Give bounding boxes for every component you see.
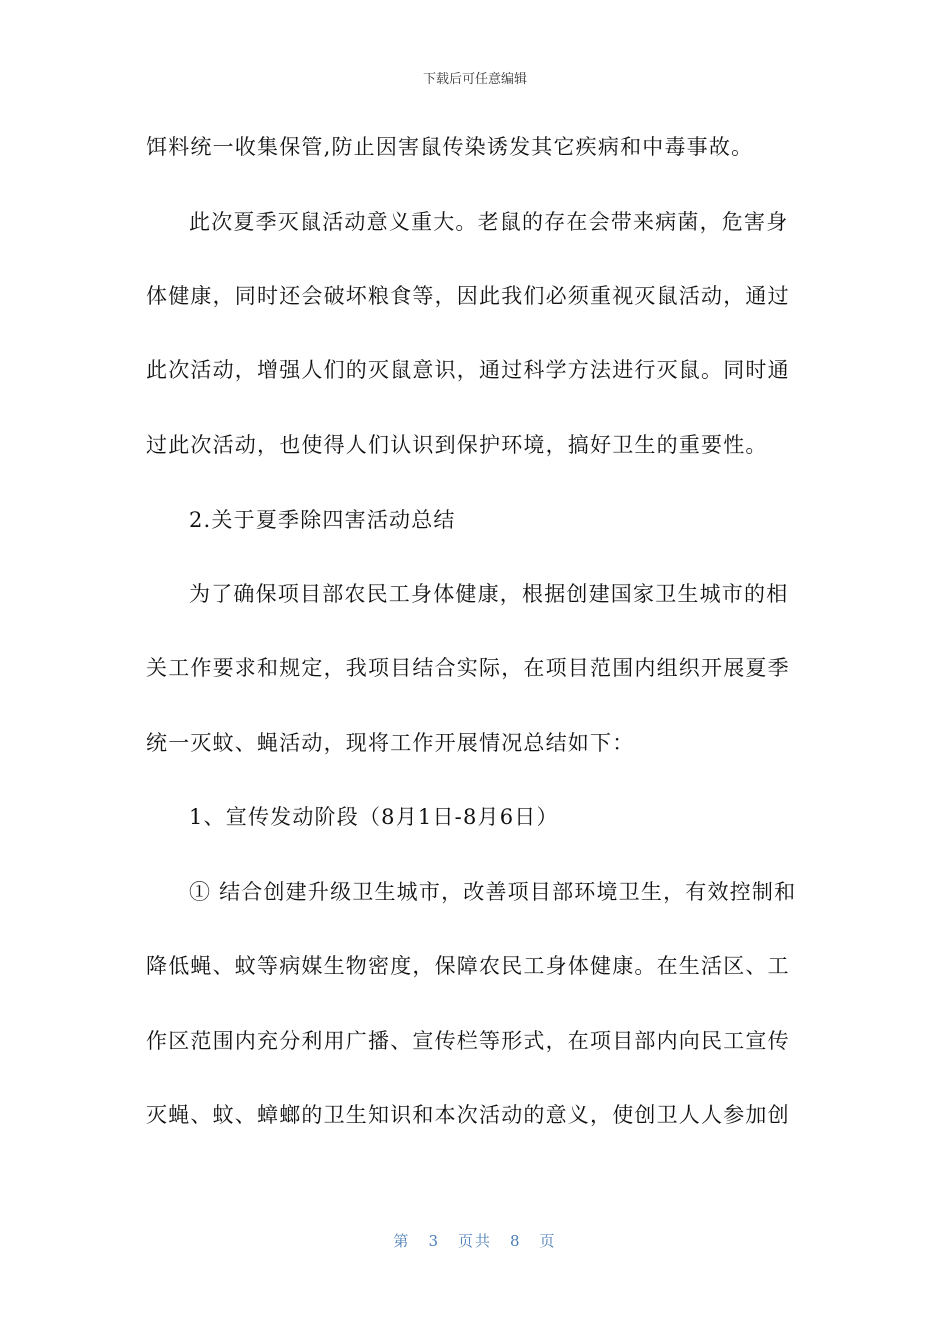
text-line: 为了确保项目部农民工身体健康，根据创建国家卫生城市的相 <box>189 582 789 606</box>
text-line: 灭蝇、蚊、蟑螂的卫生知识和本次活动的意义，使创卫人人参加创 <box>146 1103 790 1127</box>
page-footer <box>0 1230 950 1251</box>
header-note: 下载后可任意编辑 <box>422 72 527 87</box>
text-line: 过此次活动，也使得人们认识到保护环境，搞好卫生的重要性。 <box>146 433 768 457</box>
subsection-heading: 1、宣传发动阶段（8月1日-8月6日） <box>189 805 559 829</box>
text-line: 统一灭蚊、蝇活动，现将工作开展情况总结如下： <box>146 731 635 755</box>
footer-prefix: 第 <box>393 1232 411 1250</box>
section-heading: 2.关于夏季除四害活动总结 <box>189 508 456 532</box>
current-page-number: 3 <box>428 1232 440 1250</box>
total-pages-number: 8 <box>510 1232 522 1250</box>
text-line: ① 结合创建升级卫生城市，改善项目部环境卫生，有效控制和 <box>189 880 797 904</box>
text-line: 关工作要求和规定，我项目结合实际，在项目范围内组织开展夏季 <box>146 656 790 680</box>
text-line: 此次夏季灭鼠活动意义重大。老鼠的存在会带来病菌，危害身 <box>189 210 789 234</box>
text-line: 体健康，同时还会破坏粮食等，因此我们必须重视灭鼠活动，通过 <box>146 284 790 308</box>
footer-middle: 页共 <box>457 1232 492 1250</box>
text-line: 作区范围内充分利用广播、宣传栏等形式，在项目部内向民工宣传 <box>146 1029 790 1053</box>
text-line: 此次活动，增强人们的灭鼠意识，通过科学方法进行灭鼠。同时通 <box>146 358 790 382</box>
footer-suffix: 页 <box>539 1232 557 1250</box>
text-line: 降低蝇、蚊等病媒生物密度，保障农民工身体健康。在生活区、工 <box>146 954 790 978</box>
text-line: 饵料统一收集保管,防止因害鼠传染诱发其它疾病和中毒事故。 <box>146 135 754 159</box>
